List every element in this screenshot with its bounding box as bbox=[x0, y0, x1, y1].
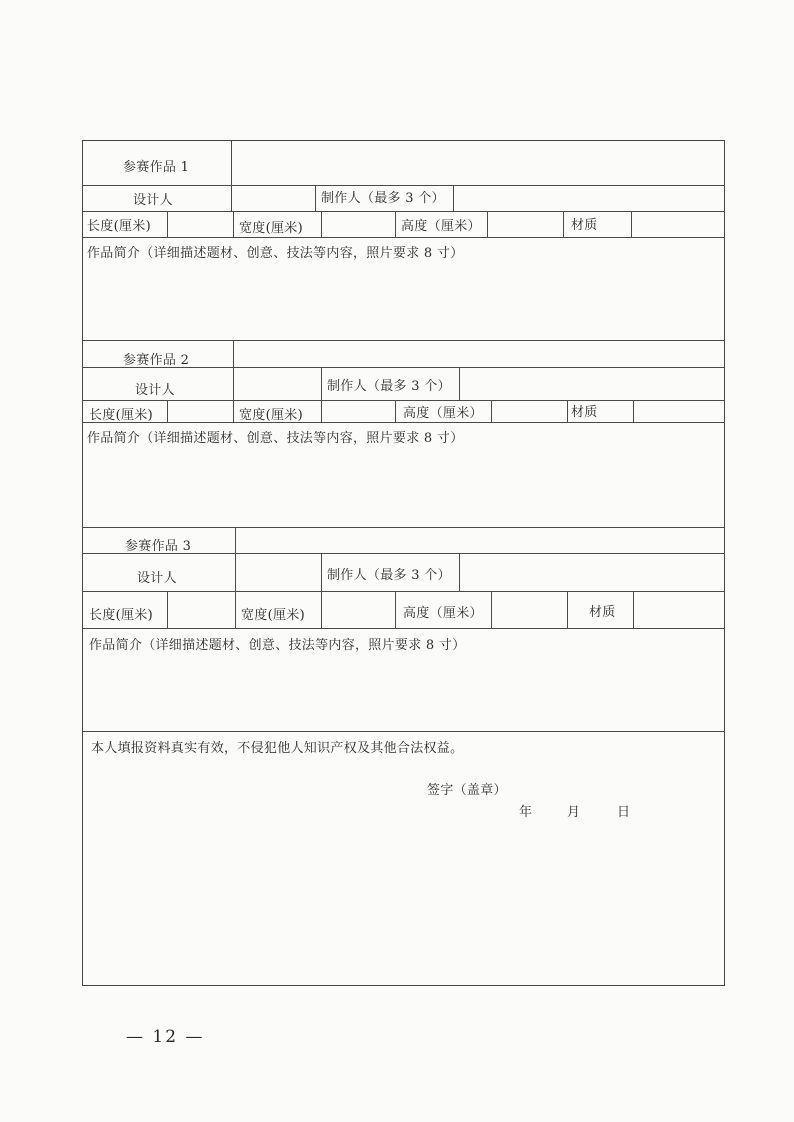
height-label: 高度（厘米） bbox=[403, 606, 483, 621]
table-col-divider bbox=[491, 591, 492, 628]
height-label: 高度（厘米） bbox=[401, 219, 481, 234]
material-label: 材质 bbox=[589, 605, 616, 620]
table-row-divider bbox=[83, 591, 724, 592]
table-col-divider bbox=[321, 211, 322, 237]
date-day-label: 日 bbox=[617, 805, 631, 820]
designer-label: 设计人 bbox=[133, 193, 173, 208]
entry-title: 参赛作品 3 bbox=[125, 539, 192, 554]
table-row-divider bbox=[83, 422, 724, 423]
width-label: 宽度(厘米) bbox=[239, 408, 303, 423]
table-col-divider bbox=[631, 211, 632, 237]
table-col-divider bbox=[633, 591, 634, 628]
intro-label: 作品简介（详细描述题材、创意、技法等内容，照片要求 8 寸） bbox=[87, 431, 464, 446]
table-row-divider bbox=[83, 400, 724, 401]
material-label: 材质 bbox=[571, 405, 598, 420]
table-row-divider bbox=[83, 185, 724, 186]
entry-form-table bbox=[82, 140, 725, 986]
maker-label: 制作人（最多 3 个） bbox=[327, 568, 451, 583]
table-col-divider bbox=[395, 591, 396, 628]
table-col-divider bbox=[395, 211, 396, 237]
table-row-divider bbox=[83, 628, 724, 629]
table-col-divider bbox=[567, 400, 568, 422]
entry-title: 参赛作品 2 bbox=[123, 353, 190, 368]
material-label: 材质 bbox=[571, 218, 598, 233]
table-col-divider bbox=[321, 400, 322, 422]
date-month-label: 月 bbox=[567, 805, 581, 820]
table-col-divider bbox=[233, 400, 234, 422]
table-col-divider bbox=[459, 367, 460, 400]
table-col-divider bbox=[453, 185, 454, 211]
width-label: 宽度(厘米) bbox=[239, 221, 303, 236]
table-col-divider bbox=[315, 185, 316, 211]
page-number: — 12 — bbox=[126, 1027, 205, 1047]
maker-label: 制作人（最多 3 个） bbox=[321, 191, 445, 206]
width-label: 宽度(厘米) bbox=[241, 608, 305, 623]
entry-title: 参赛作品 1 bbox=[123, 160, 190, 175]
length-label: 长度(厘米) bbox=[87, 219, 151, 234]
table-col-divider bbox=[231, 141, 232, 211]
table-col-divider bbox=[167, 400, 168, 422]
table-col-divider bbox=[167, 591, 168, 628]
table-row-divider bbox=[83, 527, 724, 528]
height-label: 高度（厘米） bbox=[403, 406, 483, 421]
table-col-divider bbox=[321, 367, 322, 400]
table-row-divider bbox=[83, 340, 724, 341]
table-col-divider bbox=[487, 211, 488, 237]
table-col-divider bbox=[563, 211, 564, 237]
table-col-divider bbox=[235, 591, 236, 628]
length-label: 长度(厘米) bbox=[89, 408, 153, 423]
table-col-divider bbox=[395, 400, 396, 422]
table-col-divider bbox=[233, 211, 234, 237]
declaration-statement: 本人填报资料真实有效，不侵犯他人知识产权及其他合法权益。 bbox=[91, 741, 464, 756]
signature-label: 签字（盖章） bbox=[427, 783, 507, 798]
table-col-divider bbox=[167, 211, 168, 237]
designer-label: 设计人 bbox=[137, 571, 177, 586]
table-col-divider bbox=[633, 400, 634, 422]
table-col-divider bbox=[491, 400, 492, 422]
table-col-divider bbox=[459, 553, 460, 591]
table-col-divider bbox=[567, 591, 568, 628]
table-row-divider bbox=[83, 731, 724, 732]
maker-label: 制作人（最多 3 个） bbox=[327, 379, 451, 394]
table-col-divider bbox=[321, 591, 322, 628]
designer-label: 设计人 bbox=[135, 383, 175, 398]
intro-label: 作品简介（详细描述题材、创意、技法等内容，照片要求 8 寸） bbox=[87, 246, 464, 261]
length-label: 长度(厘米) bbox=[89, 608, 153, 623]
table-col-divider bbox=[235, 527, 236, 591]
intro-label: 作品简介（详细描述题材、创意、技法等内容，照片要求 8 寸） bbox=[89, 638, 466, 653]
table-col-divider bbox=[233, 340, 234, 400]
table-col-divider bbox=[321, 553, 322, 591]
table-row-divider bbox=[83, 211, 724, 212]
date-year-label: 年 bbox=[519, 805, 533, 820]
table-row-divider bbox=[83, 237, 724, 238]
